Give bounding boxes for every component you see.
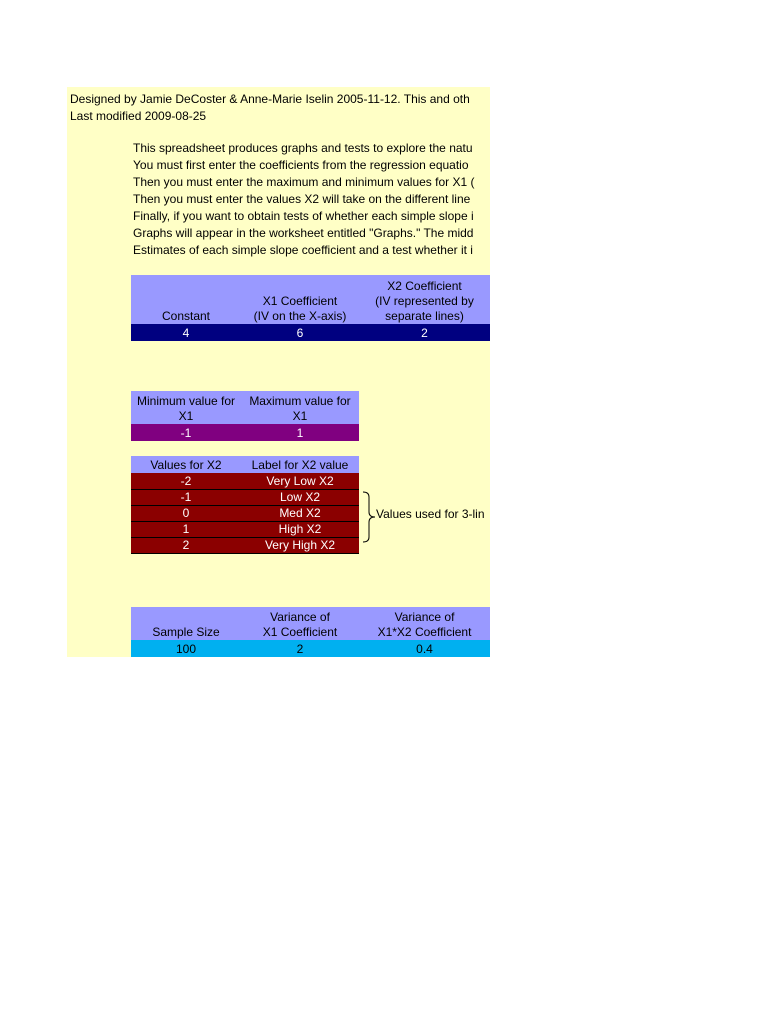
- instruction-line: This spreadsheet produces graphs and tests to explore the natu: [133, 141, 473, 155]
- x2-value-cell[interactable]: -2: [180, 473, 192, 488]
- x1-min-value-cell[interactable]: -1: [180, 426, 192, 440]
- x1-variance-value-cell[interactable]: 2: [296, 642, 304, 656]
- credit-line: Designed by Jamie DeCoster & Anne-Marie Iselin 2005-11-12. This and oth: [70, 92, 470, 106]
- x2-coefficient-header: X2 Coefficient (IV represented by separate lines): [375, 279, 474, 323]
- table-row: [131, 521, 359, 537]
- x2-label-cell[interactable]: High X2: [278, 521, 322, 536]
- x1-min-header: Minimum value for X1: [136, 394, 236, 423]
- x1-max-header: Maximum value for X1: [249, 394, 351, 423]
- instruction-line: Then you must enter the maximum and minimum values for X1 (: [133, 175, 475, 189]
- x2-coefficient-value-cell[interactable]: 2: [421, 326, 428, 340]
- x2-label-cell[interactable]: Very High X2: [264, 537, 336, 552]
- constant-header: Constant: [161, 309, 211, 323]
- brace-icon: [361, 491, 377, 543]
- x2-label-cell[interactable]: Med X2: [279, 505, 321, 520]
- instruction-line: You must first enter the coefficients from the regression equatio: [133, 158, 469, 172]
- instruction-line: Then you must enter the values X2 will take on the different line: [133, 192, 471, 206]
- table-row: [131, 537, 359, 553]
- x2-value-cell[interactable]: 1: [182, 521, 190, 536]
- x1-coefficient-header: X1 Coefficient (IV on the X-axis): [253, 294, 347, 323]
- x2-values-table: [131, 456, 359, 554]
- x2-labels-header: Label for X2 value: [251, 458, 349, 472]
- table-row: [131, 505, 359, 521]
- last-modified: Last modified 2009-08-25: [70, 109, 207, 123]
- variance-table: [131, 607, 490, 657]
- instruction-line: Finally, if you want to obtain tests of whether each simple slope i: [133, 209, 474, 223]
- sample-size-header: Sample Size: [152, 625, 220, 639]
- brace-note: Values used for 3-lin: [376, 507, 485, 521]
- x2-values-header: Values for X2: [150, 458, 222, 472]
- x2-value-cell[interactable]: -1: [180, 489, 192, 504]
- interaction-variance-header: Variance of X1*X2 Coefficient: [377, 610, 472, 639]
- spreadsheet-area: [67, 87, 490, 657]
- x1-range-table: [131, 391, 359, 441]
- x2-label-cell[interactable]: Low X2: [279, 489, 321, 504]
- x1-coefficient-value-cell[interactable]: 6: [296, 326, 304, 340]
- x2-label-cell[interactable]: Very Low X2: [266, 473, 334, 488]
- instruction-line: Estimates of each simple slope coefficient and a test whether it i: [133, 243, 473, 257]
- x1-max-value-cell[interactable]: 1: [296, 426, 304, 440]
- interaction-variance-value-cell[interactable]: 0.4: [416, 642, 433, 656]
- x2-value-cell[interactable]: 2: [182, 537, 190, 552]
- sample-size-value-cell[interactable]: 100: [175, 642, 197, 656]
- constant-value-cell[interactable]: 4: [182, 326, 190, 340]
- instruction-line: Graphs will appear in the worksheet entitled "Graphs." The midd: [133, 226, 474, 240]
- coefficients-table: [131, 275, 490, 341]
- x1-variance-header: Variance of X1 Coefficient: [262, 610, 338, 639]
- table-row: [131, 473, 359, 489]
- table-row: [131, 489, 359, 505]
- x2-value-cell[interactable]: 0: [182, 505, 190, 520]
